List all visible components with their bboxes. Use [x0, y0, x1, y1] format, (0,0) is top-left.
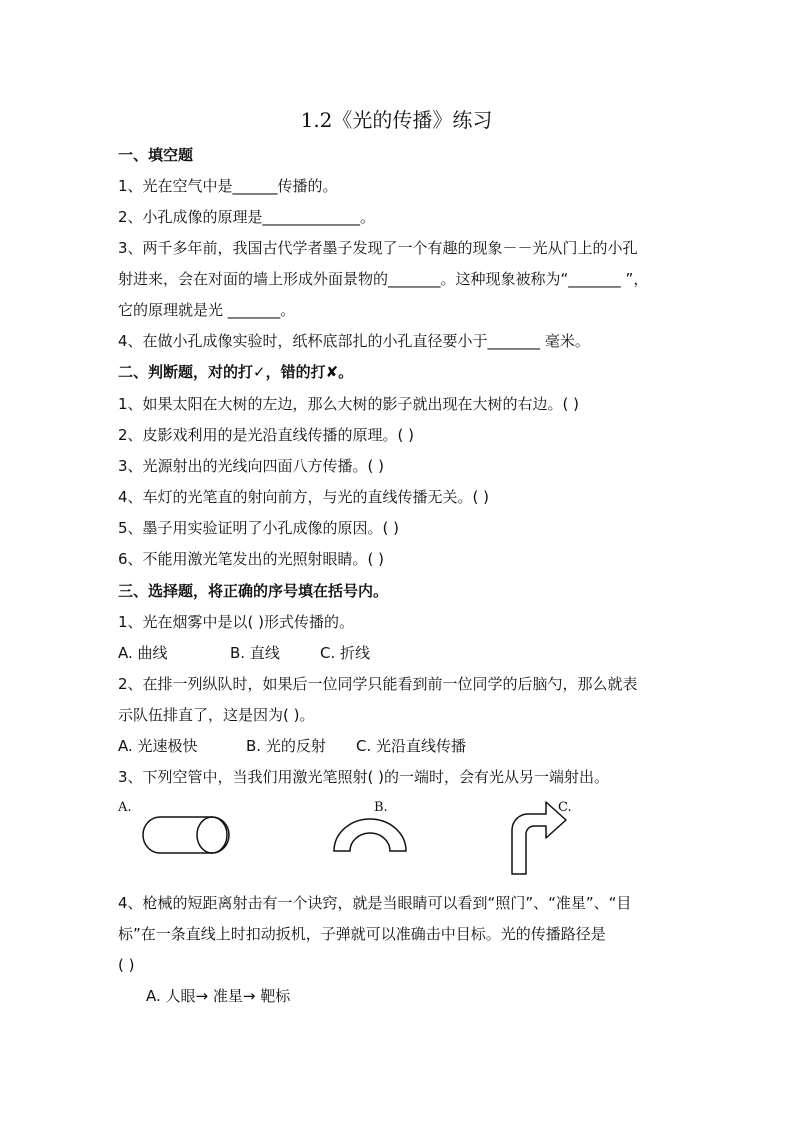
choice-question-4-line2: 标”在一条直线上时扣动扳机，子弹就可以准确击中目标。光的传播路径是: [118, 925, 606, 943]
choice-question-1: 1、光在烟雾中是以( )形式传播的。: [118, 613, 355, 631]
cylinder-tube-shape: [140, 815, 232, 855]
fill-question-3-line1: 3、两千多年前，我国古代学者墨子发现了一个有趣的现象－－光从门上的小孔: [118, 239, 638, 257]
shape-label-b: B.: [374, 800, 388, 815]
choice-question-2-line2: 示队伍排直了，这是因为( )。: [118, 706, 315, 724]
option-b: B. 光的反射: [246, 737, 326, 755]
option-a: A. 曲线: [118, 644, 168, 662]
choice-question-4-line3: ( ): [118, 956, 135, 974]
shape-label-c: C.: [558, 800, 572, 815]
bent-arrow-tube-shape: [508, 798, 570, 878]
choice-question-2-options: [118, 736, 466, 756]
fill-question-3-line3: 它的原理就是光 _______。: [118, 301, 296, 319]
fill-question-1: 1、光在空气中是______传播的。: [118, 177, 338, 195]
judge-question-3: 3、光源射出的光线向四面八方传播。( ): [118, 457, 385, 475]
section3-heading: 三、选择题，将正确的序号填在括号内。: [118, 582, 389, 600]
judge-question-5: 5、墨子用实验证明了小孔成像的原因。( ): [118, 519, 400, 537]
judge-question-6: 6、不能用激光笔发出的光照射眼睛。( ): [118, 550, 385, 568]
judge-question-1: 1、如果太阳在大树的左边，那么大树的影子就出现在大树的右边。( ): [118, 395, 580, 413]
choice-question-2-line1: 2、在排一列纵队时，如果后一位同学只能看到前一位同学的后脑勺，那么就表: [118, 675, 638, 693]
section2-heading: 二、判断题，对的打✓，错的打✘。: [118, 363, 354, 381]
choice-question-4-option-a: A. 人眼→ 准星→ 靶标: [146, 987, 291, 1005]
page-title: 1.2《光的传播》练习: [300, 108, 493, 132]
fill-question-2: 2、小孔成像的原理是_____________。: [118, 208, 376, 226]
option-b: B. 直线: [230, 644, 280, 662]
shape-label-a: A.: [118, 800, 132, 815]
option-c: C. 折线: [320, 644, 371, 662]
fill-question-4: 4、在做小孔成像实验时，纸杯底部扎的小孔直径要小于_______ 毫米。: [118, 332, 590, 350]
arch-tube-shape: [330, 815, 410, 855]
choice-question-1-options: [118, 643, 370, 663]
choice-question-3: 3、下列空管中，当我们用激光笔照射( )的一端时，会有光从另一端射出。: [118, 768, 610, 786]
judge-question-4: 4、车灯的光笔直的射向前方，与光的直线传播无关。( ): [118, 488, 490, 506]
option-a: A. 光速极快: [118, 737, 198, 755]
option-c: C. 光沿直线传播: [356, 737, 467, 755]
section1-heading: 一、填空题: [118, 146, 194, 164]
fill-question-3-line2: 射进来，会在对面的墙上形成外面景物的_______。这种现象被称为“_______ ”，: [118, 270, 649, 288]
judge-question-2: 2、皮影戏利用的是光沿直线传播的原理。( ): [118, 426, 415, 444]
choice-question-4-line1: 4、枪械的短距离射击有一个诀窍，就是当眼睛可以看到“照门”、“准星”、“目: [118, 894, 632, 912]
